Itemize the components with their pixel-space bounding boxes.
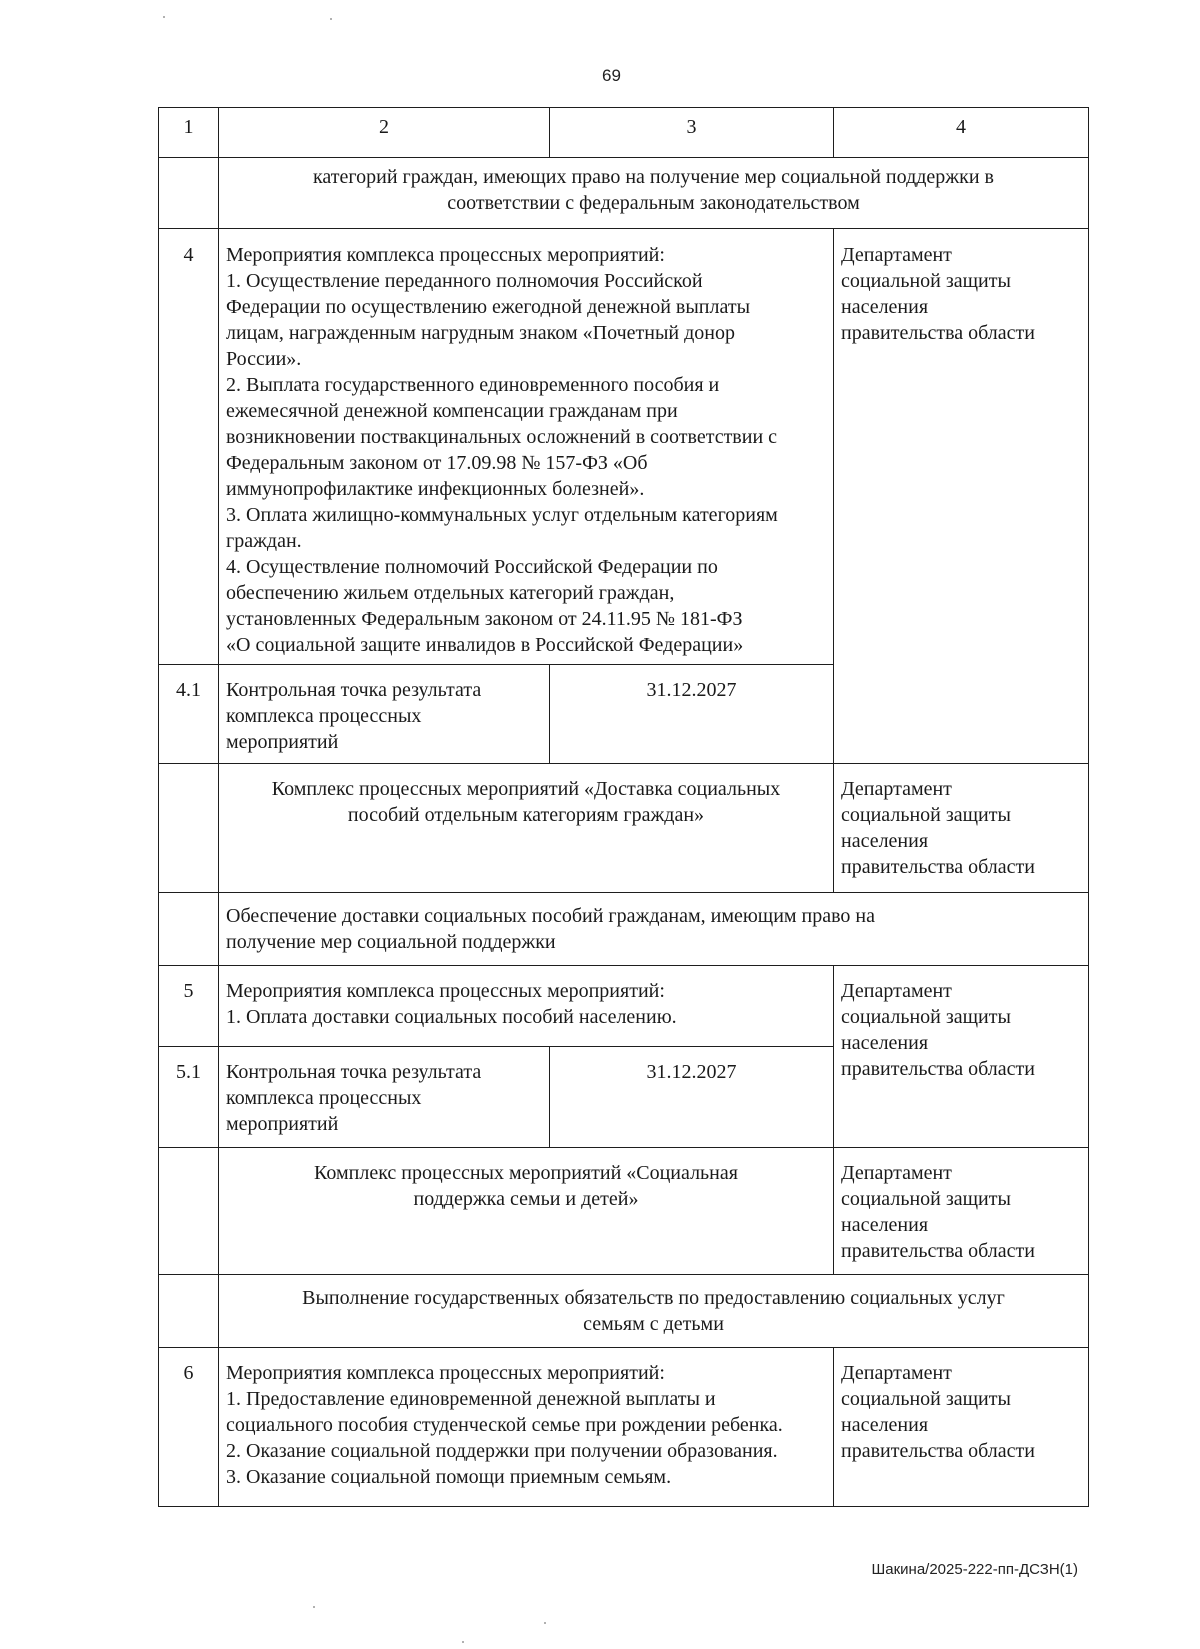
scan-speck [313, 1606, 315, 1608]
program-table [158, 107, 1089, 1507]
complex-title: Комплекс процессных мероприятий «Доставка социальных пособий отдельным категориям граждан» [219, 764, 834, 893]
complex-row [159, 764, 1089, 893]
responsible-department: Департамент социальной защиты населения правительства области [834, 1348, 1089, 1507]
section-title: Выполнение государственных обязательств по предоставлению социальных услуг семьям с детьми [219, 1275, 1089, 1348]
scan-speck [163, 16, 165, 18]
responsible-department: Департамент социальной защиты населения правительства области [834, 764, 1089, 893]
table-row [159, 229, 1089, 665]
complex-row [159, 1148, 1089, 1275]
section-row [159, 158, 1089, 229]
table-row [159, 1348, 1089, 1507]
section-title: Обеспечение доставки социальных пособий гражданам, имеющим право на получение мер социальной поддержки [219, 893, 1089, 966]
checkpoint-text: Контрольная точка результата комплекса процессных мероприятий [219, 665, 550, 764]
document-footer-code: Шакина/2025-222-пп-ДСЗН(1) [871, 1561, 1078, 1578]
activity-text: Мероприятия комплекса процессных мероприятий: 1. Предоставление единовременной денежной выплаты и социального пособия студенческой семье при рождении ребенка. 2. Оказание социальной поддержки при получении образования. 3. Оказание социальной помощи приемным семьям. [219, 1348, 834, 1507]
header-col-4: 4 [834, 108, 1089, 158]
row-number: 4.1 [159, 665, 219, 764]
section-row [159, 893, 1089, 966]
complex-title: Комплекс процессных мероприятий «Социальная поддержка семьи и детей» [219, 1148, 834, 1275]
checkpoint-date: 31.12.2027 [550, 665, 834, 764]
scan-speck [330, 18, 332, 20]
header-col-3: 3 [550, 108, 834, 158]
activity-text: Мероприятия комплекса процессных мероприятий: 1. Оплата доставки социальных пособий населению. [219, 966, 834, 1047]
section-row [159, 1275, 1089, 1348]
responsible-department: Департамент социальной защиты населения правительства области [834, 1148, 1089, 1275]
header-col-1: 1 [159, 108, 219, 158]
checkpoint-text: Контрольная точка результата комплекса процессных мероприятий [219, 1047, 550, 1148]
scan-speck [462, 1641, 464, 1643]
row-number: 5 [159, 966, 219, 1047]
checkpoint-date: 31.12.2027 [550, 1047, 834, 1148]
responsible-department: Департамент социальной защиты населения правительства области [834, 229, 1089, 764]
row-number: 6 [159, 1348, 219, 1507]
row-number: 4 [159, 229, 219, 665]
responsible-department: Департамент социальной защиты населения правительства области [834, 966, 1089, 1148]
activity-text: Мероприятия комплекса процессных мероприятий: 1. Осуществление переданного полномочия Российской Федерации по осуществлению ежегодной денежной выплаты лицам, награжденным нагрудным знаком «Почетный донор России». 2. Выплата государственного единовременного пособия и ежемесячной денежной компенсации гражданам при возникновении поствакцинальных осложнений в соответствии с Федеральным законом от 17.09.98 № 157-ФЗ «Об иммунопрофилактике инфекционных болезней». 3. Оплата жилищно-коммунальных услуг отдельным категориям граждан. 4. Осуществление полномочий Российской Федерации по обеспечению жильем отдельных категорий граждан, установленных Федеральным законом от 24.11.95 № 181-ФЗ «О социальной защите инвалидов в Российской Федерации» [219, 229, 834, 665]
row-number: 5.1 [159, 1047, 219, 1148]
page-number: 69 [602, 66, 621, 85]
section-title: категорий граждан, имеющих право на получение мер социальной поддержки в соответствии с федеральным законодательством [219, 158, 1089, 229]
header-col-2: 2 [219, 108, 550, 158]
header-row [159, 108, 1089, 158]
scan-speck [544, 1622, 546, 1624]
table-row [159, 966, 1089, 1047]
